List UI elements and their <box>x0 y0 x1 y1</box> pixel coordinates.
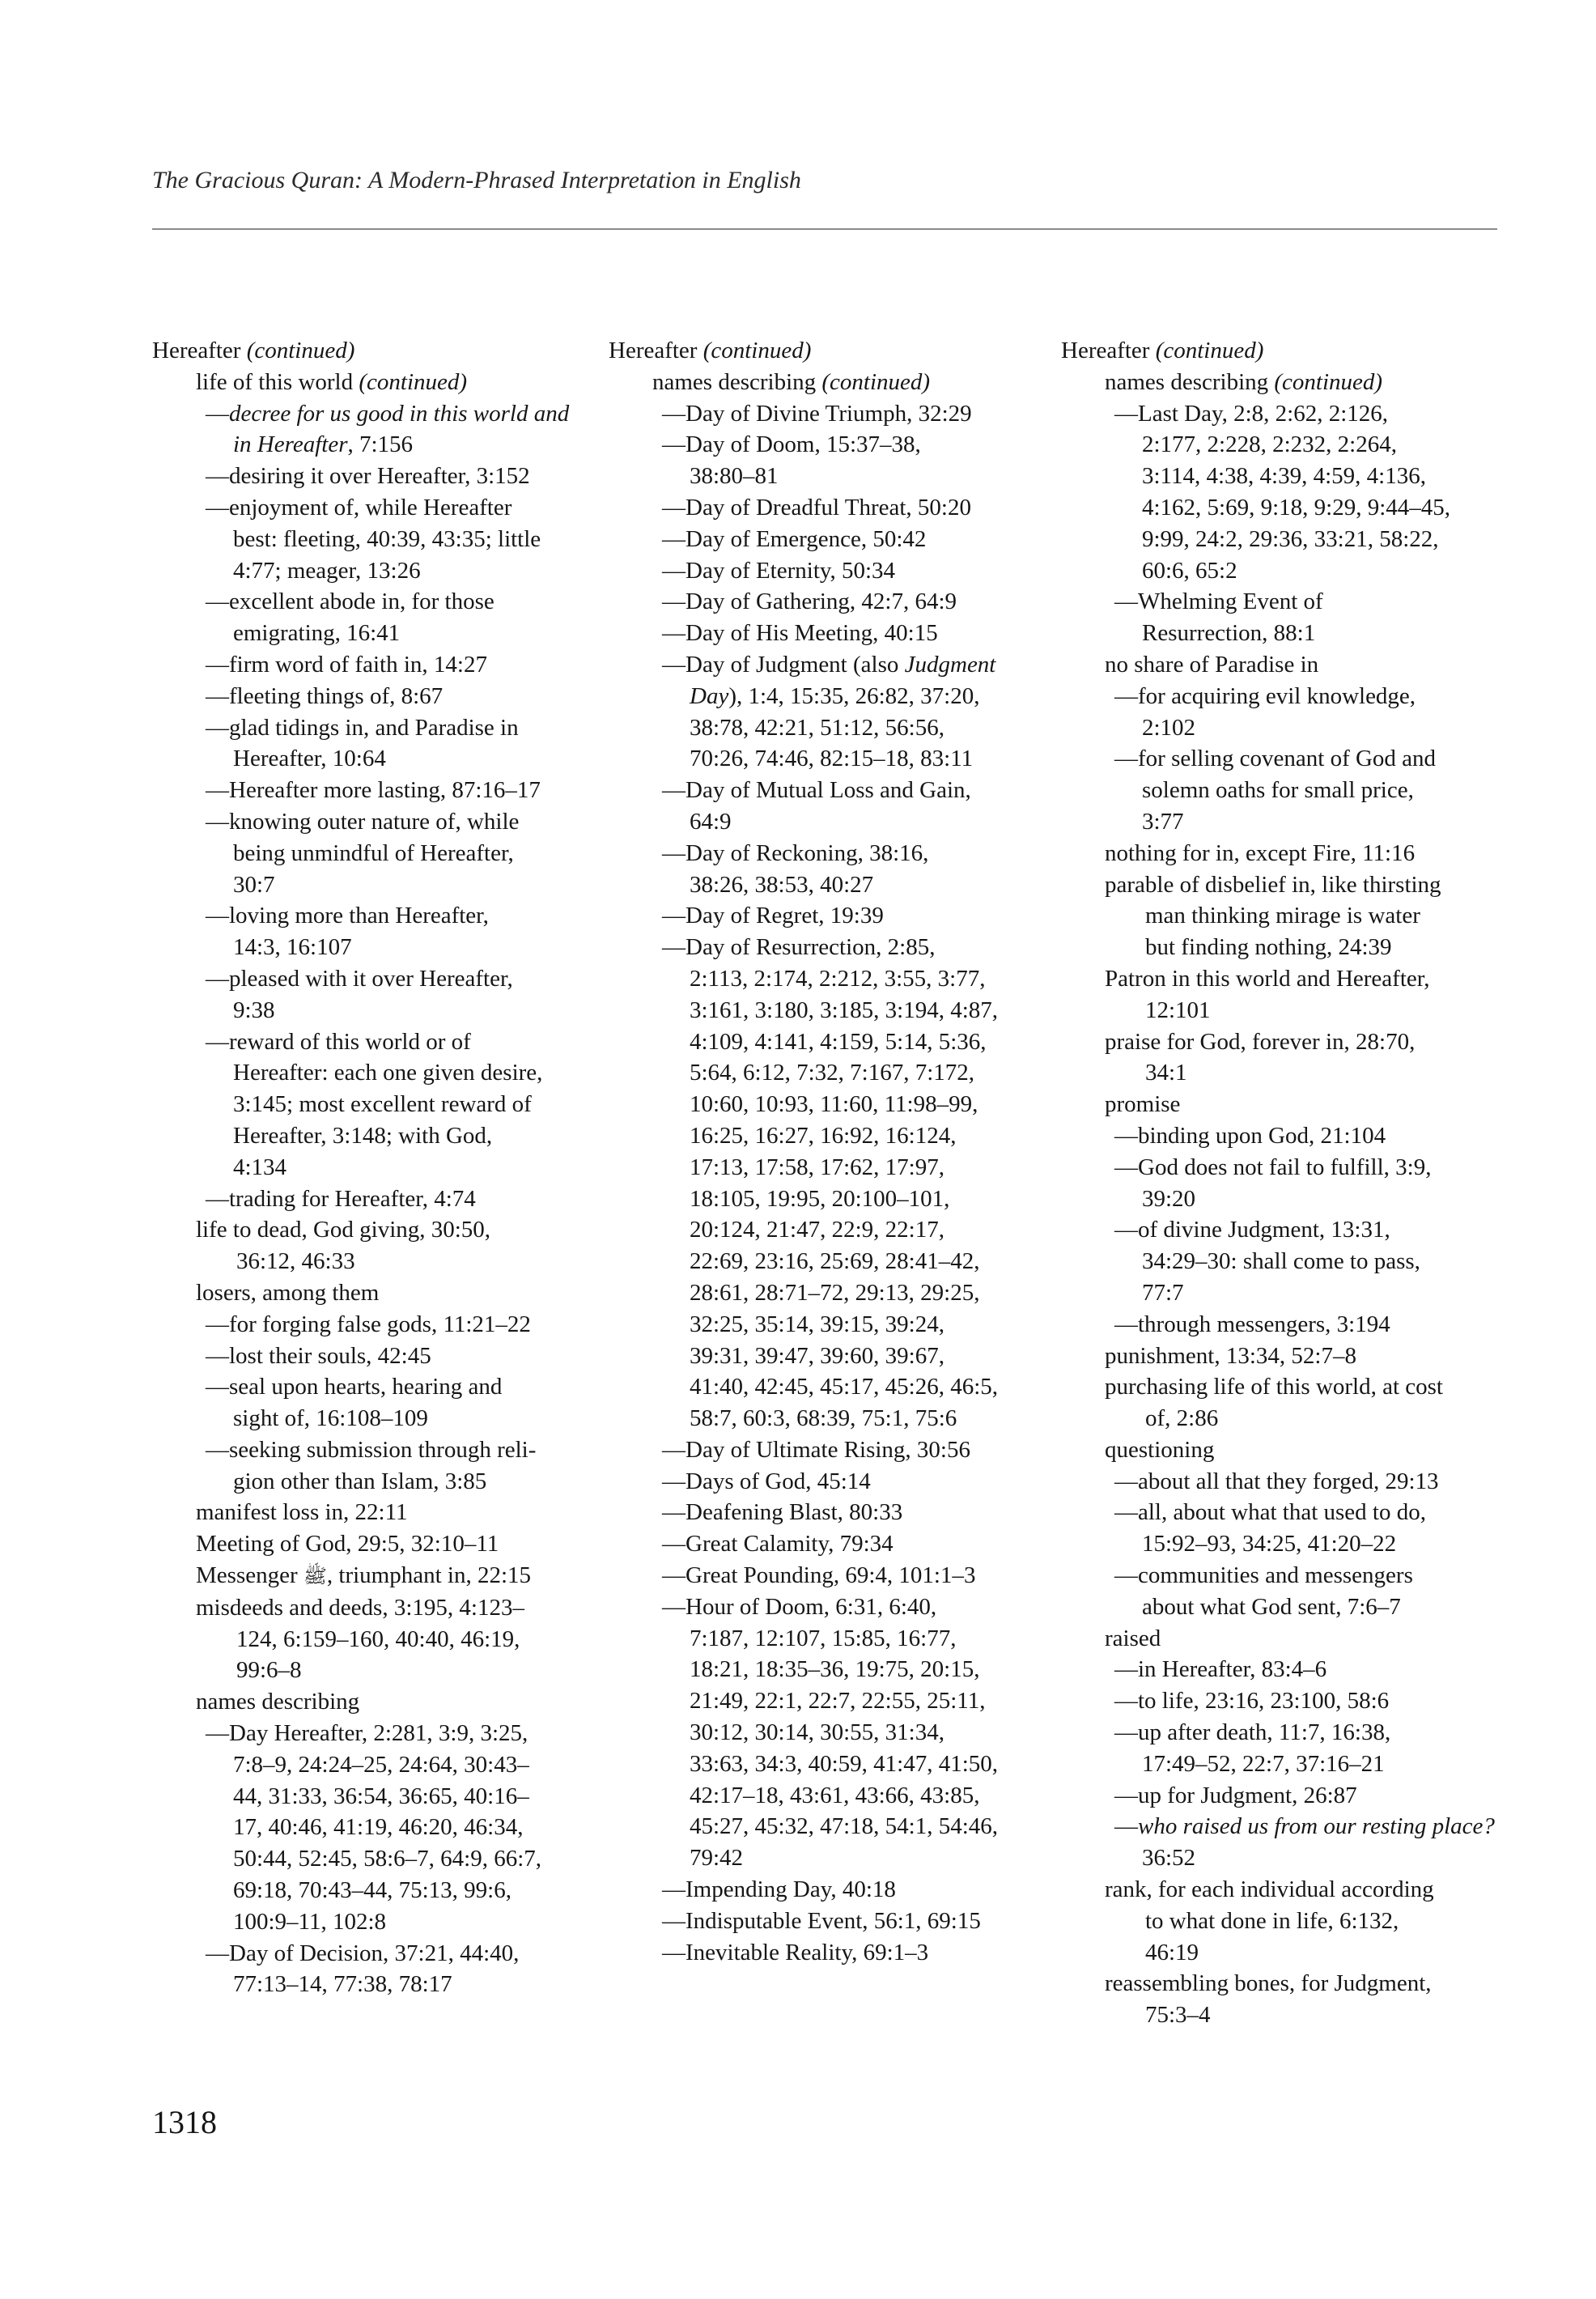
index-line: —Day of Dreadful Threat, 50:20 <box>662 494 971 521</box>
index-line: 9:38 <box>233 997 275 1023</box>
index-line: 32:25, 35:14, 39:15, 39:24, <box>690 1311 944 1337</box>
index-line: nothing for in, except Fire, 11:16 <box>1105 839 1416 866</box>
index-line: 60:6, 65:2 <box>1142 557 1237 584</box>
index-subentry <box>1061 1968 1514 2031</box>
index-line: no share of Paradise in <box>1105 651 1319 678</box>
italic-text-segment: decree for us good in this world and <box>229 400 570 427</box>
index-line: 69:18, 70:43–44, 75:13, 99:6, <box>233 1877 511 1904</box>
index-line: 38:80–81 <box>690 463 779 490</box>
index-line: 46:19 <box>1145 1939 1199 1965</box>
index-subsubentry <box>152 806 605 900</box>
index-line: 124, 6:159–160, 40:40, 46:19, <box>236 1625 520 1652</box>
index-subentry <box>1061 649 1514 681</box>
index-line: Patron in this world and Hereafter, <box>1105 965 1430 992</box>
index-line: life to dead, God giving, 30:50, <box>196 1217 491 1243</box>
index-line: 16:25, 16:27, 16:92, 16:124, <box>690 1122 957 1149</box>
index-line: being unmindful of Hereafter, <box>233 839 514 866</box>
index-line <box>152 335 605 367</box>
index-line: 58:7, 60:3, 68:39, 75:1, 75:6 <box>690 1405 957 1432</box>
index-line: 30:12, 30:14, 30:55, 31:34, <box>690 1719 944 1746</box>
index-line: 4:109, 4:141, 4:159, 5:14, 5:36, <box>690 1028 987 1055</box>
index-line: sight of, 16:108–109 <box>233 1405 428 1432</box>
index-subsubentry <box>152 1371 605 1434</box>
index-line: 10:60, 10:93, 11:60, 11:98–99, <box>690 1091 978 1118</box>
index-line: 5:64, 6:12, 7:32, 7:167, 7:172, <box>690 1060 975 1086</box>
index-line: —pleased with it over Hereafter, <box>206 965 513 992</box>
index-line: 18:21, 18:35–36, 19:75, 20:15, <box>690 1656 980 1683</box>
index-line: best: fleeting, 40:39, 43:35; little <box>233 525 541 552</box>
index-line: losers, among them <box>196 1279 380 1306</box>
index-subsubentry <box>152 1309 605 1341</box>
index-subsubentry <box>152 461 605 492</box>
index-line: 2:113, 2:174, 2:212, 3:55, 3:77, <box>690 965 986 992</box>
index-line: Hereafter, 3:148; with God, <box>233 1122 493 1149</box>
index-line: —to life, 23:16, 23:100, 58:6 <box>1114 1688 1390 1715</box>
italic-text-segment: in Hereafter <box>233 431 348 458</box>
italic-text-segment: (continued) <box>1155 338 1264 363</box>
index-line: 64:9 <box>690 808 732 835</box>
index-line <box>1061 1811 1514 1842</box>
index-line <box>152 1560 605 1592</box>
index-line: 22:69, 23:16, 25:69, 28:41–42, <box>690 1248 980 1275</box>
index-line: —Day of Reckoning, 38:16, <box>662 839 929 866</box>
index-line: 33:63, 34:3, 40:59, 41:47, 41:50, <box>690 1750 999 1777</box>
index-line: —Day of Emergence, 50:42 <box>662 525 927 552</box>
index-subsubentry <box>1061 1717 1514 1780</box>
index-line <box>152 398 605 430</box>
text-segment: , triumphant in, 22:15 <box>326 1562 532 1589</box>
index-subsubentry <box>609 524 1062 555</box>
index-line: —Great Calamity, 79:34 <box>662 1531 894 1557</box>
index-subsubentry <box>1061 743 1514 837</box>
text-segment: Hereafter <box>1061 338 1156 363</box>
index-subsubentry <box>152 1718 605 1938</box>
index-line: —lost their souls, 42:45 <box>206 1342 431 1369</box>
index-subentry <box>1061 367 1514 398</box>
index-line: emigrating, 16:41 <box>233 620 401 647</box>
italic-text-segment: Day <box>690 682 729 709</box>
index-line: —Deafening Blast, 80:33 <box>662 1499 903 1526</box>
index-line: —for acquiring evil knowledge, <box>1114 682 1416 709</box>
index-line: —Day of Gathering, 42:7, 64:9 <box>662 589 957 615</box>
text-segment: — <box>206 400 229 427</box>
index-line: 39:31, 39:47, 39:60, 39:67, <box>690 1342 944 1369</box>
index-subsubentry <box>152 712 605 776</box>
index-line: Hereafter, 10:64 <box>233 746 386 772</box>
index-subentry <box>1061 1874 1514 1968</box>
index-line: 14:3, 16:107 <box>233 934 352 961</box>
index-line <box>609 335 1062 367</box>
index-subentry <box>1061 838 1514 869</box>
index-subsubentry <box>609 900 1062 932</box>
index-subsubentry <box>1061 1560 1514 1623</box>
index-line: —Impending Day, 40:18 <box>662 1876 896 1903</box>
italic-text-segment: Judgment <box>904 651 996 678</box>
index-line <box>1061 335 1514 367</box>
index-line: questioning <box>1105 1436 1215 1463</box>
index-line: names describing <box>196 1689 360 1715</box>
index-line: 42:17–18, 43:61, 43:66, 43:85, <box>690 1782 980 1808</box>
index-subsubentry <box>152 586 605 649</box>
index-line: —through messengers, 3:194 <box>1114 1311 1390 1337</box>
index-line: 2:102 <box>1142 714 1196 741</box>
index-subsubentry <box>609 1874 1062 1906</box>
index-subentry <box>1061 869 1514 963</box>
index-line: —communities and messengers <box>1114 1562 1413 1589</box>
index-subsubentry <box>609 586 1062 618</box>
index-line: —Day of Ultimate Rising, 30:56 <box>662 1436 970 1463</box>
index-line: Hereafter: each one given desire, <box>233 1060 543 1086</box>
index-subentry <box>152 1686 605 1718</box>
index-line: of, 2:86 <box>1145 1405 1219 1432</box>
index-subsubentry <box>152 1026 605 1183</box>
index-column-3 <box>1061 335 1514 2031</box>
index-line <box>609 681 1062 712</box>
index-line: —all, about what that used to do, <box>1114 1499 1426 1526</box>
index-subsubentry <box>152 1183 605 1215</box>
index-subsubentry <box>1061 586 1514 649</box>
index-line: 3:145; most excellent reward of <box>233 1091 532 1118</box>
index-line: 99:6–8 <box>236 1657 302 1684</box>
index-heading <box>152 335 605 367</box>
index-subsubentry <box>609 492 1062 524</box>
index-subsubentry <box>609 649 1062 775</box>
index-line <box>152 429 605 461</box>
page-number: 1318 <box>152 2104 217 2140</box>
index-line: 28:61, 28:71–72, 29:13, 29:25, <box>690 1279 980 1306</box>
index-subsubentry <box>609 1466 1062 1498</box>
index-subsubentry <box>1061 1120 1514 1152</box>
index-line: —glad tidings in, and Paradise in <box>206 714 519 741</box>
index-line: Meeting of God, 29:5, 32:10–11 <box>196 1531 499 1557</box>
index-line: —knowing outer nature of, while <box>206 808 520 835</box>
index-subentry <box>152 1497 605 1528</box>
index-line <box>609 367 1062 398</box>
index-line: 2:177, 2:228, 2:232, 2:264, <box>1142 431 1397 458</box>
index-line: 21:49, 22:1, 22:7, 22:55, 25:11, <box>690 1688 986 1715</box>
text-segment: names describing <box>1105 368 1275 395</box>
index-line: praise for God, forever in, 28:70, <box>1105 1028 1416 1055</box>
index-subsubentry <box>152 1434 605 1498</box>
index-line: 20:124, 21:47, 22:9, 22:17, <box>690 1217 944 1243</box>
index-subsubentry <box>152 1938 605 2001</box>
index-line: —Day of Eternity, 50:34 <box>662 557 896 584</box>
index-line: —Inevitable Reality, 69:1–3 <box>662 1939 929 1965</box>
index-line: —reward of this world or of <box>206 1028 471 1055</box>
index-subsubentry <box>609 1937 1062 1969</box>
index-line: 17, 40:46, 41:19, 46:20, 46:34, <box>233 1814 524 1841</box>
index-line: —Day of Decision, 37:21, 44:40, <box>206 1940 520 1966</box>
index-line: 77:13–14, 77:38, 78:17 <box>233 1971 452 1998</box>
header-rule <box>152 228 1497 230</box>
index-line: 4:134 <box>233 1154 287 1180</box>
index-line: 3:77 <box>1142 808 1184 835</box>
italic-text-segment: (continued) <box>359 368 468 395</box>
index-subsubentry <box>1061 1654 1514 1685</box>
index-subentry <box>152 1528 605 1560</box>
index-line: Resurrection, 88:1 <box>1142 620 1316 647</box>
index-subsubentry <box>152 900 605 963</box>
index-subentry <box>1061 1434 1514 1466</box>
index-line: —excellent abode in, for those <box>206 589 495 615</box>
index-subsubentry <box>1061 1811 1514 1874</box>
index-line: to what done in life, 6:132, <box>1145 1907 1399 1934</box>
index-subsubentry <box>1061 1309 1514 1341</box>
index-line: —Day Hereafter, 2:281, 3:9, 3:25, <box>206 1720 528 1747</box>
index-heading <box>1061 335 1514 367</box>
index-line: 77:7 <box>1142 1279 1184 1306</box>
text-segment: , 7:156 <box>347 431 414 458</box>
index-line: —seal upon hearts, hearing and <box>206 1374 503 1400</box>
index-line: —Hour of Doom, 6:31, 6:40, <box>662 1593 937 1620</box>
index-line: 39:20 <box>1142 1185 1196 1212</box>
running-head: The Gracious Quran: A Modern-Phrased Interpretation in English <box>152 167 801 193</box>
index-subsubentry <box>609 1591 1062 1874</box>
index-line: purchasing life of this world, at cost <box>1105 1374 1443 1400</box>
index-line: 70:26, 74:46, 82:15–18, 83:11 <box>690 746 974 772</box>
text-segment: life of this world <box>196 368 359 395</box>
index-line: 3:161, 3:180, 3:185, 3:194, 4:87, <box>690 997 999 1023</box>
index-line: 100:9–11, 102:8 <box>233 1908 387 1935</box>
index-line: —for forging false gods, 11:21–22 <box>206 1311 531 1337</box>
index-column-1 <box>152 335 605 2000</box>
index-line: —fleeting things of, 8:67 <box>206 682 444 709</box>
index-line: 7:187, 12:107, 15:85, 16:77, <box>690 1625 957 1651</box>
index-line: 45:27, 45:32, 47:18, 54:1, 54:46, <box>690 1813 999 1840</box>
index-subsubentry <box>609 555 1062 587</box>
index-line: —firm word of faith in, 14:27 <box>206 651 487 678</box>
index-line: misdeeds and deeds, 3:195, 4:123– <box>196 1594 524 1621</box>
index-subsubentry <box>609 398 1062 430</box>
index-line: 50:44, 52:45, 58:6–7, 64:9, 66:7, <box>233 1846 542 1872</box>
index-line: —Days of God, 45:14 <box>662 1468 871 1494</box>
index-line <box>609 649 1062 681</box>
index-line: —binding upon God, 21:104 <box>1114 1122 1386 1149</box>
index-line: solemn oaths for small price, <box>1142 777 1414 804</box>
text-segment: ), 1:4, 15:35, 26:82, 37:20, <box>728 682 980 709</box>
index-subsubentry <box>152 398 605 461</box>
index-line: 36:52 <box>1142 1845 1196 1872</box>
index-line: —Last Day, 2:8, 2:62, 2:126, <box>1114 400 1389 427</box>
index-line: 17:49–52, 22:7, 37:16–21 <box>1142 1750 1385 1777</box>
index-line: —in Hereafter, 83:4–6 <box>1114 1656 1327 1683</box>
index-line: punishment, 13:34, 52:7–8 <box>1105 1342 1356 1369</box>
salawat-honorific-icon: ﷺ <box>303 1565 327 1588</box>
index-column-2 <box>609 335 1062 1968</box>
index-line: 79:42 <box>690 1845 744 1872</box>
index-line: 34:29–30: shall come to pass, <box>1142 1248 1420 1275</box>
index-subsubentry <box>152 963 605 1026</box>
index-subsubentry <box>609 618 1062 649</box>
index-line: —Day of Resurrection, 2:85, <box>662 934 936 961</box>
index-line: 7:8–9, 24:24–25, 24:64, 30:43– <box>233 1751 529 1778</box>
index-subsubentry <box>609 1497 1062 1528</box>
index-line: —Day of Regret, 19:39 <box>662 903 884 929</box>
index-subentry <box>152 367 605 398</box>
index-line: about what God sent, 7:6–7 <box>1142 1593 1401 1620</box>
index-subentry <box>1061 1623 1514 1655</box>
text-segment: Hereafter <box>609 338 703 363</box>
index-line: —Great Pounding, 69:4, 101:1–3 <box>662 1562 976 1589</box>
index-line: 4:162, 5:69, 9:18, 9:29, 9:44–45, <box>1142 494 1451 521</box>
index-subsubentry <box>152 1341 605 1372</box>
text-segment: names describing <box>652 368 822 395</box>
index-subentry <box>1061 963 1514 1026</box>
index-line: rank, for each individual according <box>1105 1876 1434 1903</box>
index-line: —Whelming Event of <box>1114 589 1323 615</box>
index-subsubentry <box>1061 1152 1514 1215</box>
index-line: 12:101 <box>1145 997 1211 1023</box>
index-subsubentry <box>1061 1214 1514 1308</box>
index-line: —up for Judgment, 26:87 <box>1114 1782 1357 1808</box>
index-subsubentry <box>152 649 605 681</box>
index-subentry <box>1061 1371 1514 1434</box>
index-subentry <box>152 1592 605 1686</box>
index-line <box>1061 367 1514 398</box>
index-subsubentry <box>609 838 1062 901</box>
index-subsubentry <box>609 1560 1062 1591</box>
index-subsubentry <box>609 932 1062 1434</box>
index-line: 3:114, 4:38, 4:39, 4:59, 4:136, <box>1142 463 1426 490</box>
index-line: —of divine Judgment, 13:31, <box>1114 1217 1390 1243</box>
index-line: 41:40, 42:45, 45:17, 45:26, 46:5, <box>690 1374 999 1400</box>
index-subentry <box>1061 1026 1514 1090</box>
index-line: 38:26, 38:53, 40:27 <box>690 871 874 898</box>
index-line: —trading for Hereafter, 4:74 <box>206 1185 476 1212</box>
index-subsubentry <box>1061 1497 1514 1560</box>
index-line: —loving more than Hereafter, <box>206 903 489 929</box>
index-line: —up after death, 11:7, 16:38, <box>1114 1719 1391 1746</box>
index-subsubentry <box>609 429 1062 492</box>
index-subsubentry <box>609 775 1062 838</box>
index-line: manifest loss in, 22:11 <box>196 1499 408 1526</box>
index-subsubentry <box>1061 681 1514 744</box>
index-subsubentry <box>1061 1466 1514 1498</box>
italic-text-segment: who raised us from our resting place? <box>1138 1813 1495 1840</box>
index-line: —about all that they forged, 29:13 <box>1114 1468 1439 1494</box>
index-subsubentry <box>152 492 605 586</box>
italic-text-segment: (continued) <box>702 338 812 363</box>
index-subsubentry <box>152 775 605 806</box>
index-subsubentry <box>609 1906 1062 1937</box>
index-subentry <box>152 1277 605 1309</box>
index-subentry <box>152 1214 605 1277</box>
index-line: 34:1 <box>1145 1060 1187 1086</box>
index-subentry <box>1061 1341 1514 1372</box>
index-line: —enjoyment of, while Hereafter <box>206 494 512 521</box>
index-line: 36:12, 46:33 <box>236 1248 355 1275</box>
index-line: —Indisputable Event, 56:1, 69:15 <box>662 1907 981 1934</box>
italic-text-segment: (continued) <box>246 338 355 363</box>
index-subentry <box>609 367 1062 398</box>
index-subentry <box>152 1560 605 1592</box>
index-line: —Day of Divine Triumph, 32:29 <box>662 400 972 427</box>
index-subsubentry <box>609 1434 1062 1466</box>
index-line <box>152 367 605 398</box>
index-line: —Day of Doom, 15:37–38, <box>662 431 921 458</box>
text-segment: — <box>1114 1813 1138 1840</box>
index-subsubentry <box>1061 1685 1514 1717</box>
index-line: reassembling bones, for Judgment, <box>1105 1970 1432 1997</box>
italic-text-segment: (continued) <box>1274 368 1383 395</box>
index-subsubentry <box>609 1528 1062 1560</box>
index-line: gion other than Islam, 3:85 <box>233 1468 487 1494</box>
text-segment: Hereafter <box>152 338 247 363</box>
index-line: 17:13, 17:58, 17:62, 17:97, <box>690 1154 944 1180</box>
index-line: 9:99, 24:2, 29:36, 33:21, 58:22, <box>1142 525 1439 552</box>
index-line: —Day of Mutual Loss and Gain, <box>662 777 971 804</box>
index-subsubentry <box>152 681 605 712</box>
index-line: 4:77; meager, 13:26 <box>233 557 421 584</box>
index-line: man thinking mirage is water <box>1145 903 1420 929</box>
index-line: 15:92–93, 34:25, 41:20–22 <box>1142 1531 1397 1557</box>
index-subentry <box>1061 1089 1514 1120</box>
index-line: —desiring it over Hereafter, 3:152 <box>206 463 530 490</box>
index-line: 30:7 <box>233 871 275 898</box>
index-line: —Day of His Meeting, 40:15 <box>662 620 938 647</box>
index-line: but finding nothing, 24:39 <box>1145 934 1392 961</box>
index-heading <box>609 335 1062 367</box>
index-line: —God does not fail to fulfill, 3:9, <box>1114 1154 1432 1180</box>
index-line: 75:3–4 <box>1145 2002 1211 2029</box>
index-line: parable of disbelief in, like thirsting <box>1105 871 1441 898</box>
index-subsubentry <box>1061 398 1514 587</box>
index-line: 38:78, 42:21, 51:12, 56:56, <box>690 714 944 741</box>
index-line: raised <box>1105 1625 1161 1651</box>
text-segment: —Day of Judgment (also <box>662 651 905 678</box>
index-line: promise <box>1105 1091 1181 1118</box>
index-line: 44, 31:33, 36:54, 36:65, 40:16– <box>233 1783 529 1809</box>
index-subsubentry <box>1061 1780 1514 1812</box>
index-line: —Hereafter more lasting, 87:16–17 <box>206 777 541 804</box>
text-segment: Messenger <box>196 1562 303 1589</box>
index-line: —seeking submission through reli- <box>206 1436 537 1463</box>
index-line: —for selling covenant of God and <box>1114 746 1437 772</box>
italic-text-segment: (continued) <box>821 368 931 395</box>
index-line: 18:105, 19:95, 20:100–101, <box>690 1185 950 1212</box>
